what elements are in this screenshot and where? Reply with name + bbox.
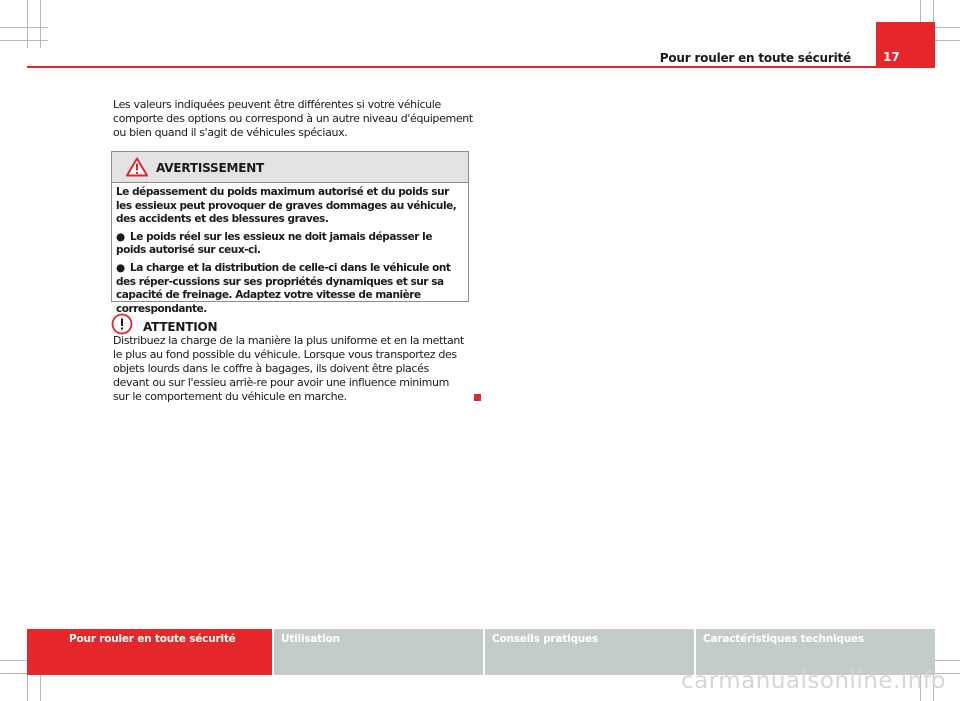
tab-label: Caractéristiques techniques — [703, 633, 864, 645]
warning-box — [111, 151, 469, 315]
exclamation-circle-icon — [111, 313, 133, 335]
tab-safety[interactable] — [27, 629, 272, 675]
tab-conseils-pratiques[interactable] — [485, 629, 694, 675]
warning-paragraph: Le dépassement du poids maximum autorisé et du poids sur les essieux peut provoquer de graves dommages au véhicule, des accidents et des blessures graves. — [116, 186, 457, 226]
warning-body — [112, 183, 468, 316]
tab-label: Conseils pratiques — [492, 633, 599, 645]
header-rule — [27, 66, 935, 68]
crop-mark — [0, 27, 48, 28]
attention-text: Distribuez la charge de la manière la plus uniforme et en la mettant le plus au fond possible du véhicule. Lorsque vous transportez des objets lourds dans le coffre à bagages, ils doivent être placés devant ou sur l'essieu arriè-re pour avoir une influence minimum sur le comportement du véhicule en marche. — [113, 334, 464, 403]
section-end-marker — [474, 394, 481, 401]
tab-utilisation[interactable] — [274, 629, 483, 675]
page-number: 17 — [883, 50, 900, 64]
watermark: carmanualsonline.info — [680, 668, 946, 694]
tab-label: Utilisation — [281, 633, 340, 645]
warning-bullet-text: Le poids réel sur les essieux ne doit jamais dépasser le poids autorisé sur ceux-ci. — [116, 230, 433, 257]
warning-triangle-icon — [126, 157, 148, 177]
warning-bullet-text: La charge et la distribution de celle-ci dans le véhicule ont des réper-cussions sur ses propriétés dynamiques et sur sa capacité de freinage. Adaptez votre vitesse de manière correspondante. — [116, 261, 451, 315]
intro-paragraph: Les valeurs indiquées peuvent être différentes si votre véhicule comporte des options ou correspond à un autre niveau d'équipement ou bien quand il s'agit de véhicules spéciaux. — [113, 98, 473, 139]
warning-header — [112, 152, 468, 183]
warning-bullet — [116, 262, 464, 316]
warning-title: AVERTISSEMENT — [156, 161, 265, 175]
attention-title: ATTENTION — [143, 320, 218, 334]
bullet-icon: ● — [116, 230, 125, 243]
warning-bullet — [116, 231, 464, 258]
tab-label: Pour rouler en toute sécurité — [69, 633, 236, 645]
page-title: Pour rouler en toute sécurité — [659, 51, 851, 65]
crop-mark — [0, 40, 48, 41]
page-number-tab — [876, 22, 935, 68]
bullet-icon: ● — [116, 261, 125, 274]
